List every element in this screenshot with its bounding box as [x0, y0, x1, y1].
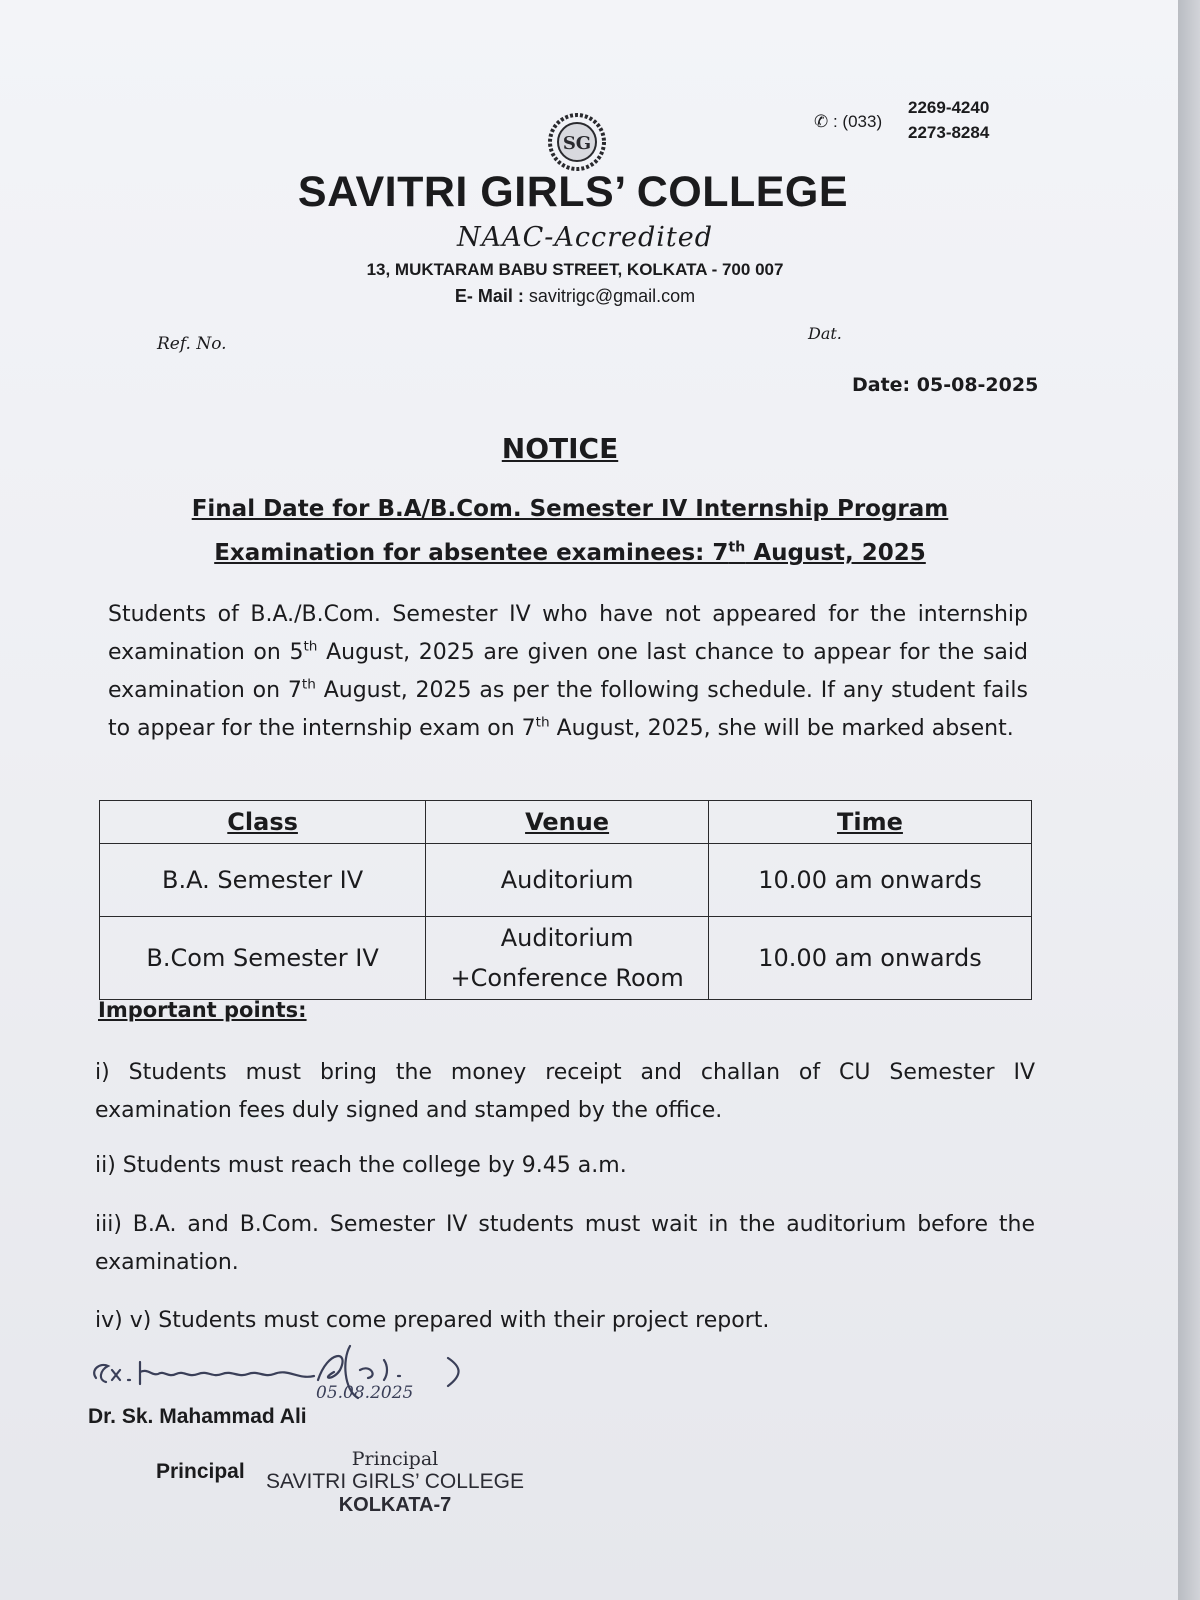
- notice-date: Date: 05-08-2025: [852, 374, 1039, 396]
- email-address: savitrigc@gmail.com: [528, 286, 696, 306]
- notice-heading: NOTICE: [501, 432, 619, 465]
- signatory-name: Dr. Sk. Mahammad Ali: [88, 1405, 307, 1428]
- college-logo-icon: [547, 112, 607, 172]
- phone-number-1: 2269-4240: [908, 98, 990, 117]
- column-header-venue: Venue: [426, 801, 709, 844]
- college-address: 13, MUKTARAM BABU STREET, KOLKATA - 700 007: [366, 260, 784, 279]
- cell-class: B.A. Semester IV: [100, 844, 426, 917]
- table-header-row: [100, 801, 1032, 844]
- signature-date: 05.08.2025: [316, 1383, 414, 1400]
- handwritten-signature: [88, 1340, 488, 1400]
- column-header-class: Class: [100, 801, 426, 844]
- column-header-time: Time: [708, 801, 1031, 844]
- table-row: [100, 917, 1032, 1000]
- table-row: [100, 844, 1032, 917]
- phone-number-2: 2273-8284: [908, 123, 990, 142]
- cell-class: B.Com Semester IV: [100, 917, 426, 1000]
- notice-subtitle-2: Examination for absentee examinees: 7th August, 2025: [214, 539, 926, 566]
- college-name: SAVITRI GIRLS’ COLLEGE: [297, 168, 849, 216]
- accreditation: NAAC-Accredited: [456, 222, 714, 253]
- important-point-3: iii) B.A. and B.Com. Semester IV students must wait in the auditorium before the examination.: [95, 1212, 1035, 1275]
- date-label: Dat.: [808, 324, 842, 343]
- logo-monogram: SG: [562, 133, 592, 154]
- notice-body: Students of B.A./B.Com. Semester IV who have not appeared for the internship examination on 5th August, 2025 are given one last chance to appear for the said examination on 7th August, 2025 as per the following schedule. If any student fails to appear for the internship exam on 7th August, 2025, she will be marked absent.: [108, 602, 1028, 741]
- desk-background: [1178, 0, 1200, 1600]
- important-point-1: i) Students must bring the money receipt and challan of CU Semester IV examination fees duly signed and stamped by the office.: [95, 1060, 1035, 1123]
- cell-time: 10.00 am onwards: [708, 917, 1031, 1000]
- principal-stamp: [260, 1448, 530, 1517]
- important-title: Important points:: [98, 998, 307, 1022]
- cell-venue: Auditorium +Conference Room: [426, 917, 709, 1000]
- notice-subtitle-1: Final Date for B.A/B.Com. Semester IV Internship Program: [191, 496, 949, 522]
- signatory-title: Principal: [156, 1460, 245, 1483]
- schedule-table: [99, 800, 1032, 1000]
- important-point-4: iv) v) Students must come prepared with their project report.: [95, 1308, 770, 1333]
- email-label: E- Mail :: [454, 286, 524, 306]
- cell-venue: Auditorium: [426, 844, 709, 917]
- cell-time: 10.00 am onwards: [708, 844, 1031, 917]
- email-line: [350, 286, 800, 307]
- important-point-2: ii) Students must reach the college by 9.45 a.m.: [95, 1153, 627, 1178]
- ref-label: Ref. No.: [157, 334, 227, 354]
- stamp-line-3: KOLKATA-7: [338, 1494, 452, 1516]
- stamp-line-1: Principal: [351, 1448, 439, 1470]
- stamp-line-2: SAVITRI GIRLS’ COLLEGE: [266, 1470, 524, 1493]
- phone-label: ✆ : (033): [814, 112, 883, 131]
